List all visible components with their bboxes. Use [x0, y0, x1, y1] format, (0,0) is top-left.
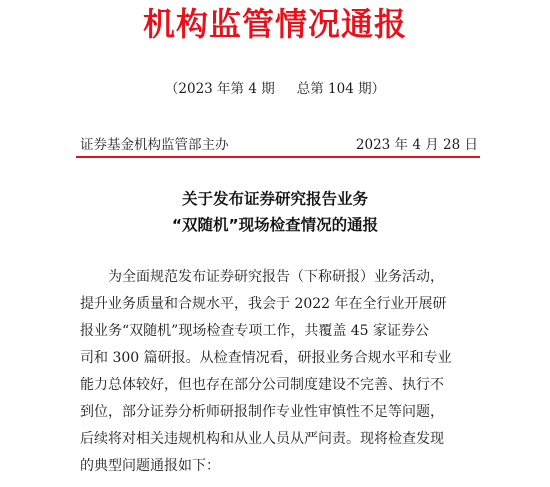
body-line-6: 到位，部分证券分析师研报制作专业性审慎性不足等问题，	[80, 404, 444, 420]
issue-year-number: （2023 年第 4 期	[164, 81, 275, 97]
sponsor-department: 证券基金机构监管部主办	[80, 137, 229, 153]
red-divider	[76, 156, 480, 158]
body-line-7: 后续将对相关违规机构和从业人员从严问责。现将检查发现	[80, 431, 444, 447]
masthead-title: 机构监管情况通报	[142, 5, 407, 43]
body-line-5: 能力总体较好，但也存在部分公司制度建设不完善、执行不	[80, 377, 444, 393]
body-line-1: 为全面规范发布证券研究报告（下称研报）业务活动，	[108, 269, 444, 285]
issue-number	[0, 80, 550, 98]
document-title-line-2: “双随机”现场检查情况的通报	[171, 216, 379, 234]
issue-date: 2023 年 4 月 28 日	[355, 137, 478, 153]
body-line-8: 的典型问题通报如下：	[80, 458, 220, 474]
issue-total-number: 总第 104 期）	[296, 81, 386, 97]
document-title-line-1: 关于发布证券研究报告业务	[181, 190, 368, 208]
body-line-3: 报业务“双随机”现场检查专项工作，共覆盖 45 家证券公	[80, 323, 430, 339]
body-line-2: 提升业务质量和合规水平，我会于 2022 年在全行业开展研	[80, 296, 447, 312]
document-header	[80, 135, 478, 155]
body-line-4: 司和 300 篇研报。从检查情况看，研报业务合规水平和专业	[80, 350, 452, 366]
